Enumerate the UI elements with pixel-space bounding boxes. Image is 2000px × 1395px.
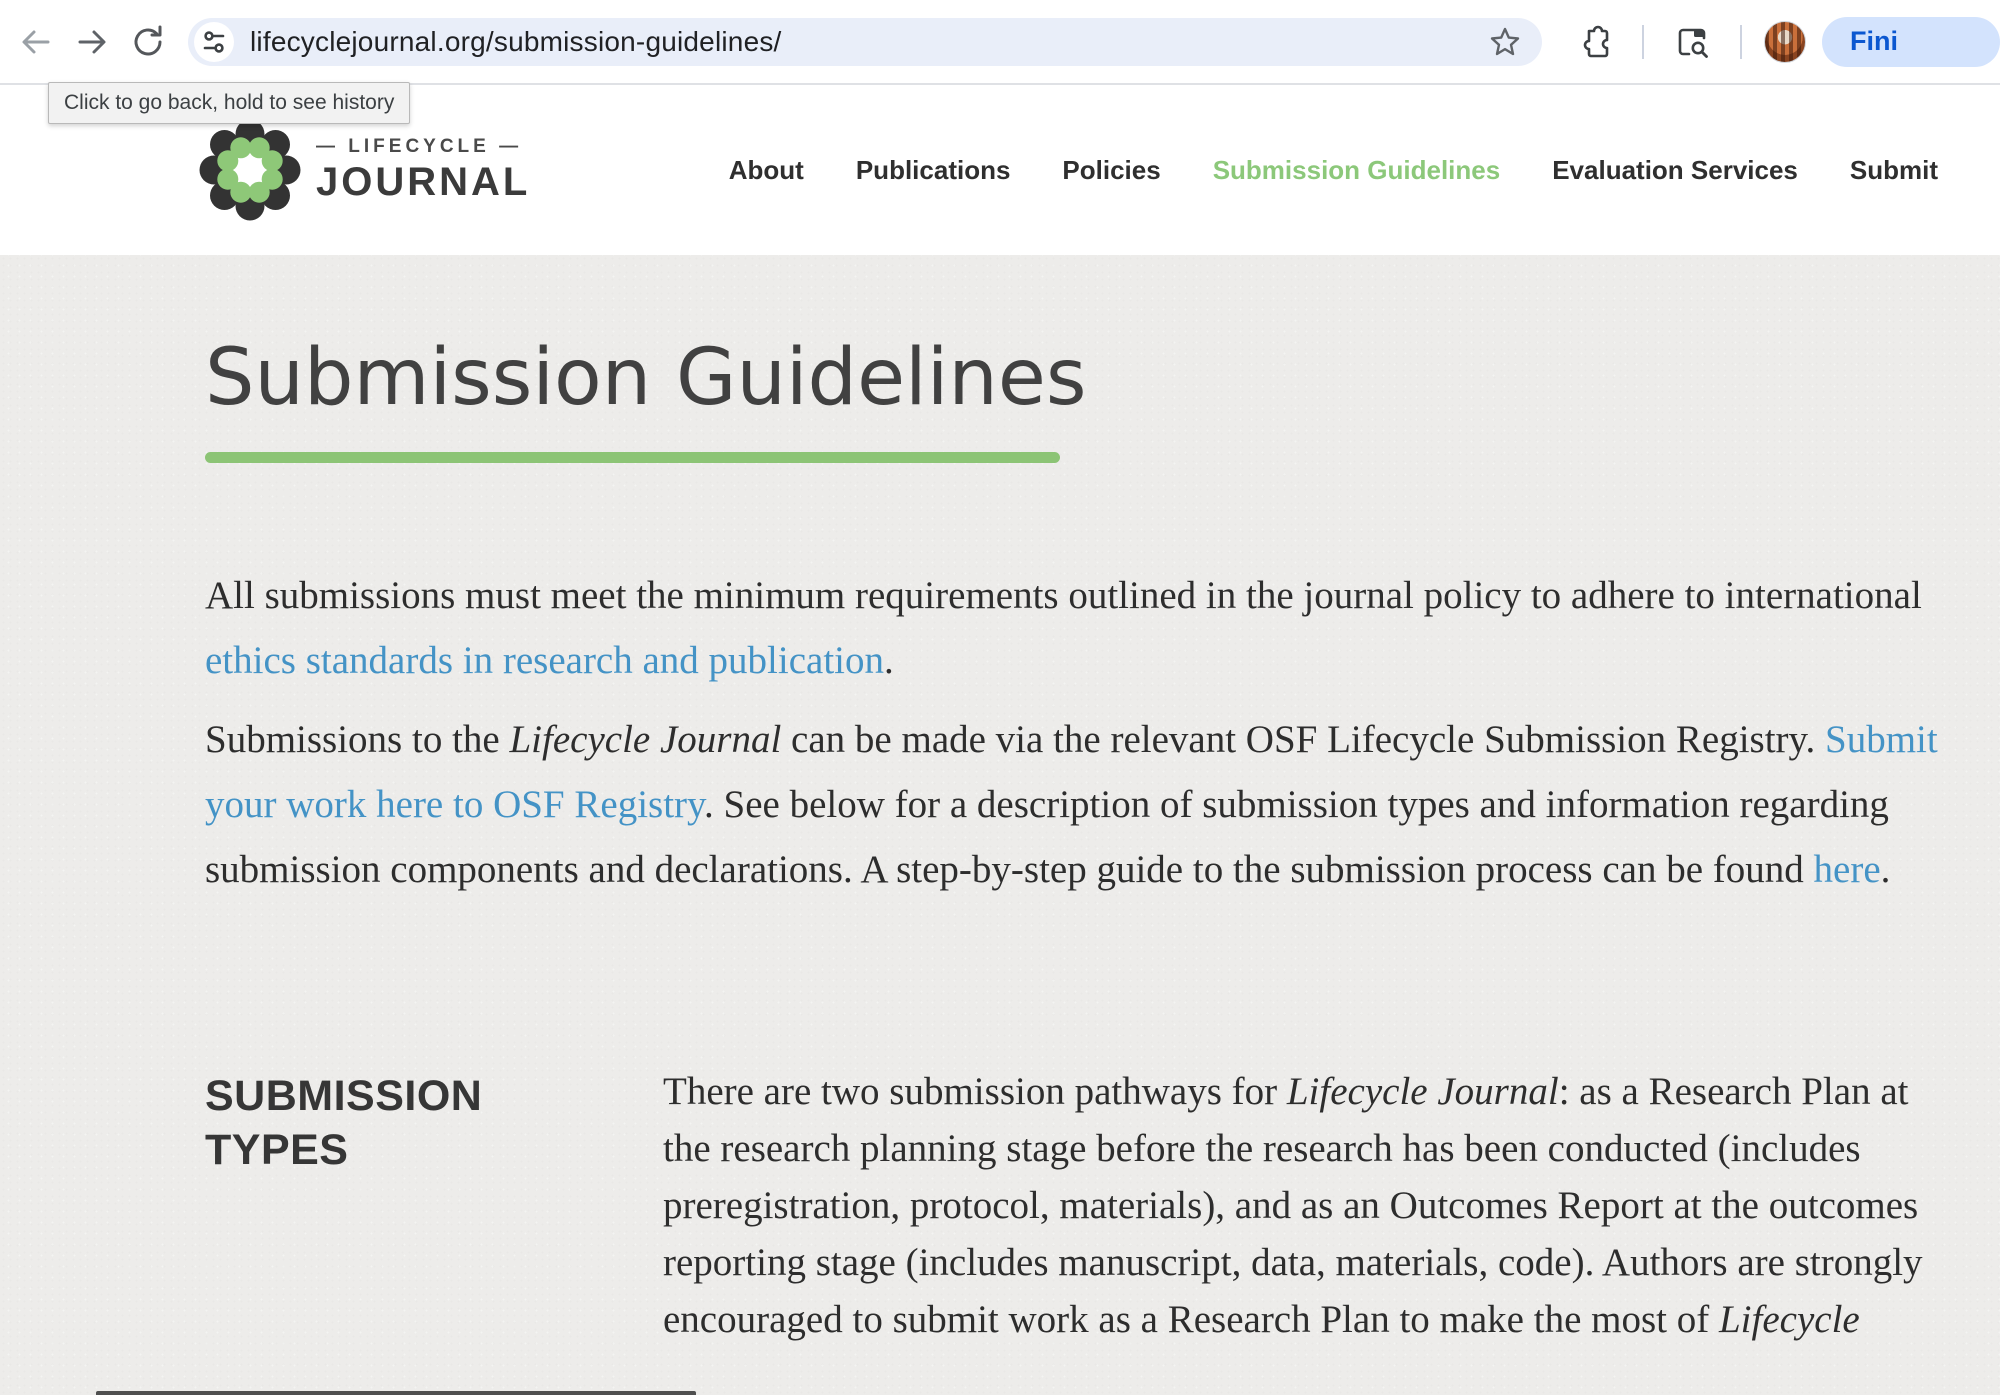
puzzle-icon: [1576, 24, 1612, 60]
forward-arrow-icon: [73, 23, 111, 61]
text-run: can be made via the relevant OSF Lifecycle Submission Registry.: [781, 718, 1826, 761]
toolbar-right-cluster: [1566, 14, 2000, 70]
tab-search-button[interactable]: [1664, 14, 1720, 70]
text-run: There are two submission pathways for: [663, 1070, 1287, 1113]
profile-chip-label: Fini: [1850, 26, 1898, 56]
inline-link[interactable]: Submit your work here to OSF Registry: [205, 718, 1938, 826]
toolbar-divider: [1642, 25, 1644, 59]
inline-link[interactable]: here: [1813, 848, 1881, 891]
nav-item-evaluation-services[interactable]: Evaluation Services: [1552, 154, 1798, 185]
nav-item-publications[interactable]: Publications: [855, 154, 1011, 185]
section-heading: SUBMISSION TYPES: [205, 1072, 483, 1174]
tab-search-icon: [1674, 24, 1710, 60]
text-run: Lifecycle Journal: [1286, 1070, 1559, 1113]
site-settings-button[interactable]: [194, 22, 234, 62]
title-underline: [205, 452, 1060, 463]
text-run: Submissions to the: [205, 718, 510, 761]
page-title: Submission Guidelines: [205, 333, 1087, 423]
status-bubble-edge: [96, 1391, 696, 1395]
reload-icon: [129, 23, 167, 61]
toolbar-divider: [1740, 25, 1742, 59]
extensions-button[interactable]: [1566, 14, 1622, 70]
text-run: .: [1880, 848, 1891, 891]
page-content: [0, 255, 2000, 1395]
browser-toolbar: [0, 0, 2000, 85]
back-button-tooltip: Click to go back, hold to see history: [48, 82, 410, 124]
url-text[interactable]: lifecyclejournal.org/submission-guidelines/: [250, 25, 782, 57]
forward-button[interactable]: [64, 14, 120, 70]
back-button[interactable]: [8, 14, 64, 70]
profile-avatar[interactable]: [1764, 21, 1806, 63]
nav-item-policies[interactable]: Policies: [1062, 154, 1161, 185]
lifecycle-flower-icon: [198, 118, 302, 222]
text-run: : as a Research Plan at the research planning stage before the research has been conducted (includes preregistration, protocol, materials), and as an Outcomes Report at the outcomes reporting stage (includes manuscript, data, materials, code). Authors are strongly encouraged to submit work as a Research Plan to make the most of: [663, 1070, 1923, 1341]
reload-button[interactable]: [120, 14, 176, 70]
back-arrow-icon: [17, 23, 55, 61]
nav-item-about[interactable]: About: [728, 154, 804, 185]
text-run: All submissions must meet the minimum requirements outlined in the journal policy to adhere to international: [205, 574, 1922, 617]
main-nav: [729, 155, 2000, 186]
intro-paragraph-1: [205, 563, 1950, 693]
text-run: .: [884, 639, 894, 682]
logo-bottom-line: JOURNAL: [316, 159, 531, 204]
bookmark-star-button[interactable]: [1488, 25, 1522, 59]
inline-link[interactable]: ethics standards in research and publication: [205, 639, 885, 682]
url-bar[interactable]: [188, 18, 1542, 66]
text-run: Lifecycle: [1718, 1298, 1860, 1341]
tune-icon: [199, 27, 229, 57]
profile-chip-button[interactable]: [1822, 17, 2000, 67]
logo-wordmark: [316, 136, 530, 205]
section-body: [663, 1063, 1925, 1348]
text-run: . See below for a description of submission types and information regarding submission components and declarations. A step-by-step guide to the submission process can be found: [205, 783, 1889, 891]
site-logo[interactable]: [198, 118, 530, 222]
text-run: Lifecycle Journal: [509, 718, 782, 761]
nav-item-submit[interactable]: Submit: [1849, 154, 1938, 185]
nav-item-submission-guidelines[interactable]: Submission Guidelines: [1212, 154, 1501, 185]
logo-top-line: — LIFECYCLE —: [316, 135, 523, 157]
intro-paragraph-2: [205, 707, 1950, 902]
